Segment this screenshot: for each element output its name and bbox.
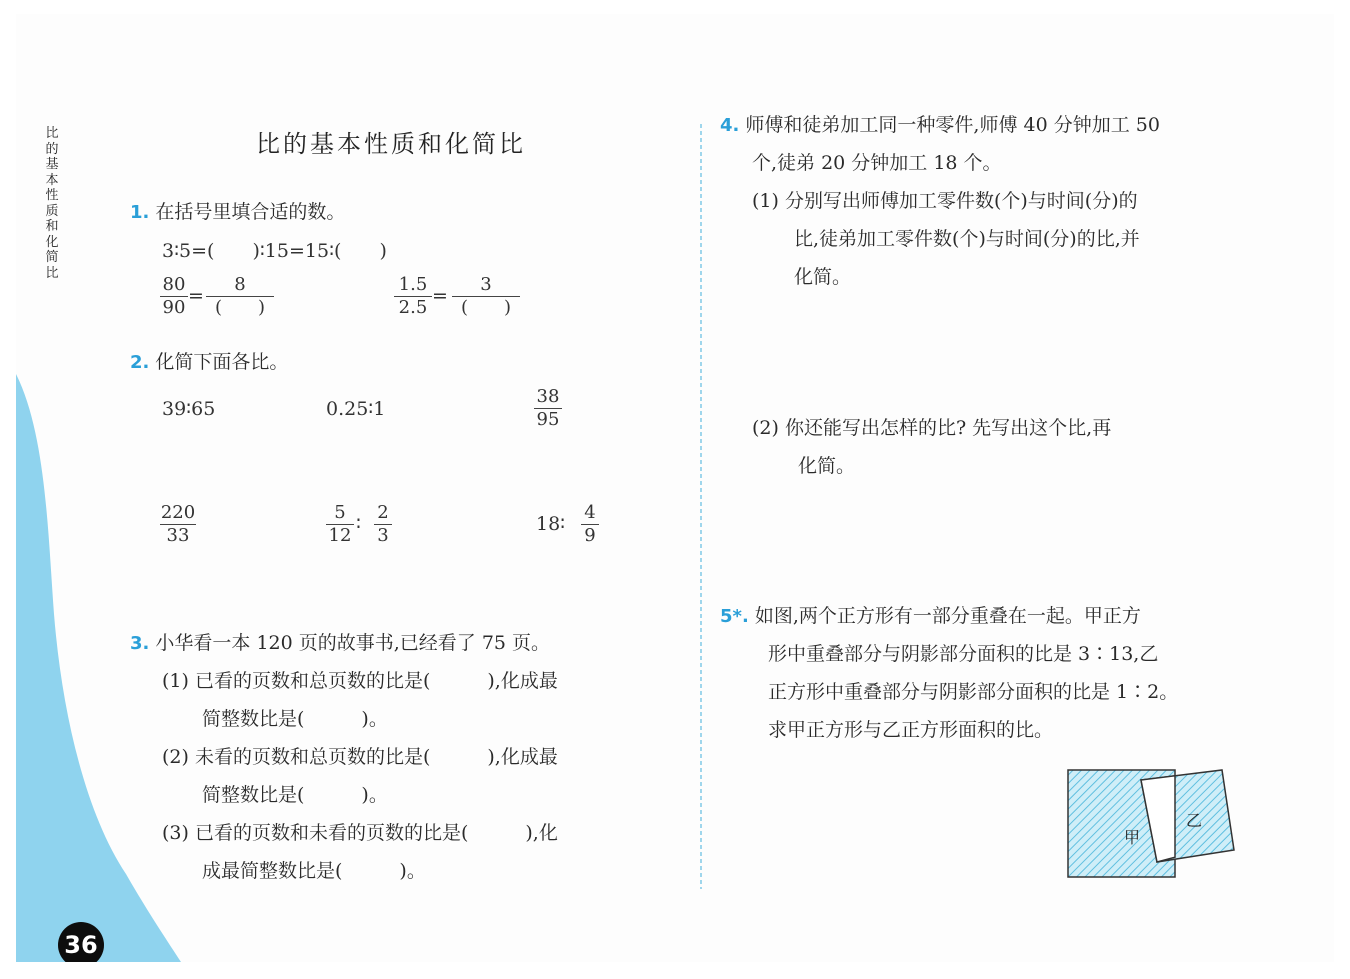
equals-sign: =: [432, 285, 448, 307]
question-number: 5*.: [720, 606, 749, 627]
q5-line3: 正方形中重叠部分与阴影部分面积的比是 1∶2。: [768, 681, 1179, 703]
q1-ratio-row: 3∶5=( )∶15=15∶( ): [162, 240, 387, 262]
q4-sub1-line1: (1) 分别写出师傅加工零件数(个)与时间(分)的: [752, 190, 1138, 212]
column-divider: [699, 124, 703, 889]
fraction-3-blank[interactable]: 3 ( ): [452, 274, 520, 319]
q4-line2: 个,徒弟 20 分钟加工 18 个。: [752, 152, 1002, 174]
question-text: 在括号里填合适的数。: [155, 201, 346, 223]
fraction-4-9: $\frac{4}{9}$: [581, 502, 599, 547]
question-text: 小华看一本 120 页的故事书,已经看了 75 页。: [155, 632, 551, 654]
q3-sub1-line2: 简整数比是( )。: [202, 708, 388, 730]
question-text: 如图,两个正方形有一部分重叠在一起。甲正方: [754, 605, 1141, 627]
page-title: 比的基本性质和化简比: [256, 130, 526, 158]
question-text: 师傅和徒弟加工同一种零件,师傅 40 分钟加工 50: [745, 114, 1160, 136]
q3-sub2-line1: (2) 未看的页数和总页数的比是( ),化成最: [162, 746, 558, 768]
q4-sub2-line2: 化简。: [798, 455, 856, 477]
question-number: 2.: [130, 352, 150, 373]
page-number-badge: 36: [58, 922, 104, 962]
ratio-0.25-1: 0.25∶1: [326, 398, 386, 420]
question-5: [720, 601, 1141, 628]
workbook-page: [16, 14, 1334, 962]
fraction-80-90: $\frac{80}{90}$: [160, 274, 188, 319]
ratio-39-65: 39∶65: [162, 398, 216, 420]
question-4: [720, 110, 1160, 137]
question-number: 4.: [720, 115, 740, 136]
q5-line4: 求甲正方形与乙正方形面积的比。: [768, 719, 1054, 741]
fraction-5-12: $\frac{5}{12}$: [326, 502, 354, 547]
overlapping-squares-figure: [1066, 768, 1238, 880]
q4-sub1-line2: 比,徒弟加工零件数(个)与时间(分)的比,并: [794, 228, 1140, 250]
fraction-220-33: $\frac{220}{33}$: [160, 502, 196, 546]
q3-sub1-line1: (1) 已看的页数和总页数的比是( ),化成最: [162, 670, 558, 692]
question-1: [130, 197, 345, 224]
question-text: 化简下面各比。: [155, 351, 289, 373]
q5-line2: 形中重叠部分与阴影部分面积的比是 3∶13,乙: [768, 643, 1159, 665]
fraction-2-3: $\frac{2}{3}$: [374, 502, 392, 547]
question-number: 3.: [130, 633, 150, 654]
label-jia: 甲: [1124, 828, 1141, 847]
fraction-8-blank[interactable]: 8 ( ): [206, 274, 274, 319]
fraction-1.5-2.5: $\frac{1.5}{2.5}$: [394, 274, 432, 319]
question-2: [130, 347, 288, 374]
q3-sub3-line1: (3) 已看的页数和未看的页数的比是( ),化: [162, 822, 558, 844]
side-chapter-title: 比的基本性质和化简比: [45, 126, 59, 281]
q4-sub1-line3: 化简。: [794, 266, 852, 288]
q4-sub2-line1: (2) 你还能写出怎样的比? 先写出这个比,再: [752, 417, 1112, 439]
fraction-38-95: $\frac{38}{95}$: [534, 386, 562, 431]
q3-sub3-line2: 成最简整数比是( )。: [202, 860, 426, 882]
ratio-18-prefix: 18∶: [536, 513, 566, 535]
question-number: 1.: [130, 202, 150, 223]
question-3: [130, 628, 550, 655]
ratio-colon: ∶: [356, 513, 361, 535]
label-yi: 乙: [1186, 811, 1203, 830]
equals-sign: =: [188, 285, 204, 307]
q3-sub2-line2: 简整数比是( )。: [202, 784, 388, 806]
